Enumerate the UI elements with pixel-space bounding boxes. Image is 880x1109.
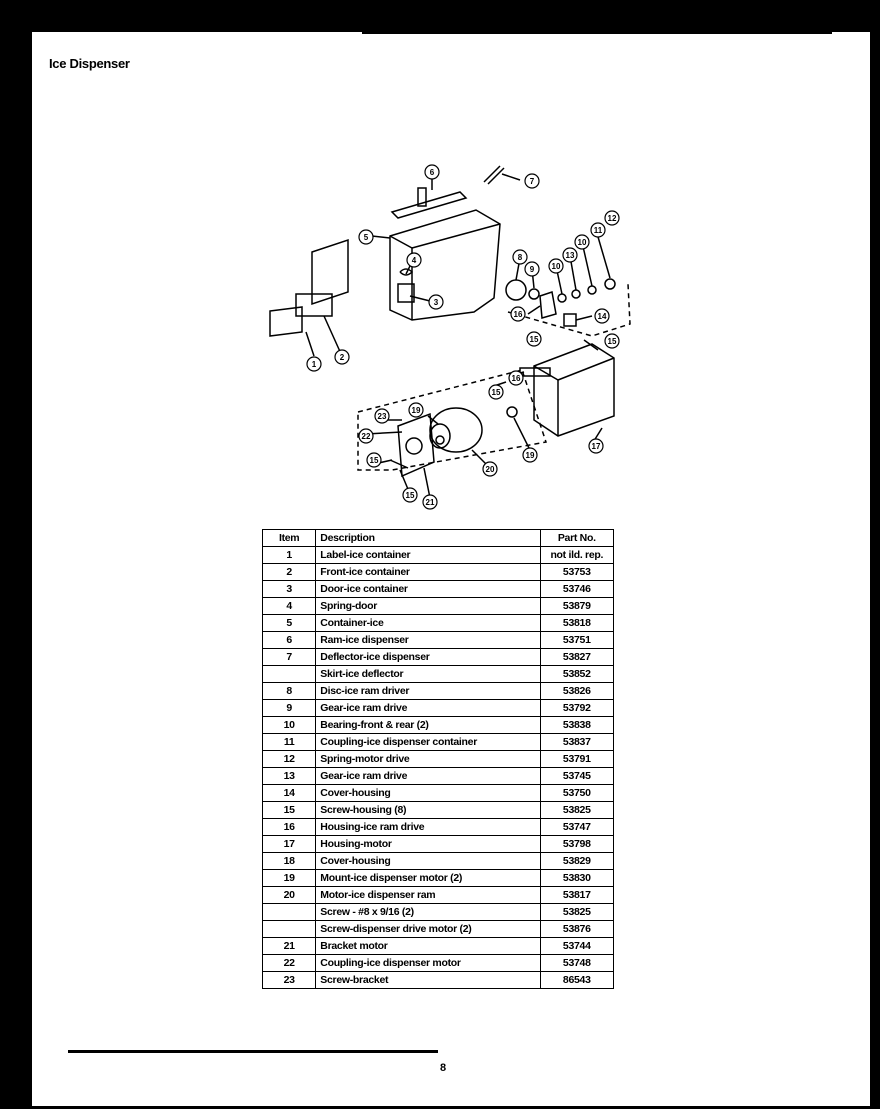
cell-description: Coupling-ice dispenser container [316,734,540,751]
svg-text:4: 4 [411,256,417,265]
svg-text:13: 13 [565,251,575,260]
cell-description: Bracket motor [316,938,540,955]
cell-description: Disc-ice ram driver [316,683,540,700]
cell-description: Screw-housing (8) [316,802,540,819]
table-row [263,598,614,615]
cell-item: 5 [263,615,316,632]
table-row [263,768,614,785]
table-row [263,887,614,904]
callout-20 [483,462,497,476]
cell-description: Label-ice container [316,547,540,564]
part-motor-ice-dispenser-ram [430,408,482,452]
cell-description: Motor-ice dispenser ram [316,887,540,904]
table-row [263,717,614,734]
part-housing-ice-ram-drive [540,292,556,318]
table-row [263,649,614,666]
table-row [263,547,614,564]
cell-description: Deflector-ice dispenser [316,649,540,666]
cell-item: 8 [263,683,316,700]
svg-text:15: 15 [529,335,539,344]
cell-description: Screw-bracket [316,972,540,989]
cell-description: Housing-ice ram drive [316,819,540,836]
cell-part-no: 53791 [540,751,613,768]
callout-4 [407,253,421,267]
svg-text:15: 15 [607,337,617,346]
table-row [263,751,614,768]
callout-12 [605,211,619,225]
callout-15c [489,385,503,399]
cell-item: 14 [263,785,316,802]
cell-part-no: 53746 [540,581,613,598]
cell-item [263,666,316,683]
cell-part-no: 53829 [540,853,613,870]
callout-13 [563,248,577,262]
cell-description: Front-ice container [316,564,540,581]
table-row [263,734,614,751]
table-row [263,785,614,802]
cell-item: 2 [263,564,316,581]
cell-item: 11 [263,734,316,751]
table-row [263,921,614,938]
cell-item: 6 [263,632,316,649]
table-row [263,615,614,632]
cell-description: Mount-ice dispenser motor (2) [316,870,540,887]
cell-part-no: not ild. rep. [540,547,613,564]
table-row [263,819,614,836]
page-title: Ice Dispenser [49,56,130,71]
svg-text:10: 10 [551,262,561,271]
callout-2 [335,350,349,364]
scan-smudge-top [362,32,832,34]
callout-14 [595,309,609,323]
table-header-row [263,530,614,547]
table-row [263,564,614,581]
callout-15b [605,334,619,348]
cell-item [263,904,316,921]
cell-description: Screw-dispenser drive motor (2) [316,921,540,938]
cell-part-no: 53852 [540,666,613,683]
table-row [263,938,614,955]
cell-part-no: 53750 [540,785,613,802]
callout-11 [591,223,605,237]
callout-15e [367,453,381,467]
cell-part-no: 53817 [540,887,613,904]
callout-8 [513,250,527,264]
callout-15d [403,488,417,502]
svg-text:15: 15 [405,491,415,500]
part-container-ice [390,210,500,320]
callout-10 [549,259,563,273]
cell-item: 3 [263,581,316,598]
svg-text:19: 19 [525,451,535,460]
cell-part-no: 53826 [540,683,613,700]
svg-text:19: 19 [411,406,421,415]
cell-part-no: 53838 [540,717,613,734]
table-row [263,870,614,887]
table-row [263,853,614,870]
cell-item: 13 [263,768,316,785]
cell-item: 12 [263,751,316,768]
cell-part-no: 53825 [540,904,613,921]
cell-part-no: 53879 [540,598,613,615]
cell-item: 17 [263,836,316,853]
callout-21 [423,495,437,509]
part-cover-housing [564,314,576,326]
cell-description: Door-ice container [316,581,540,598]
cell-part-no: 53744 [540,938,613,955]
header-description: Description [316,530,540,547]
cell-description: Spring-door [316,598,540,615]
callout-22 [359,429,373,443]
part-mount-motor [507,407,517,417]
table-row [263,581,614,598]
svg-text:7: 7 [529,177,535,186]
cell-part-no: 53830 [540,870,613,887]
callout-19b [409,403,423,417]
svg-text:12: 12 [607,214,617,223]
callout-10b [575,235,589,249]
table-row [263,632,614,649]
callout-9 [525,262,539,276]
callout-15 [527,332,541,346]
cell-part-no: 53753 [540,564,613,581]
svg-text:1: 1 [311,360,317,369]
callout-17 [589,439,603,453]
cell-part-no: 53837 [540,734,613,751]
parts-list-table [262,529,614,989]
table-row [263,904,614,921]
table-row [263,802,614,819]
callout-7 [525,174,539,188]
cell-item: 22 [263,955,316,972]
cell-part-no: 53751 [540,632,613,649]
cell-description: Cover-housing [316,853,540,870]
cell-item: 21 [263,938,316,955]
table-row [263,955,614,972]
cell-item: 7 [263,649,316,666]
exploded-parts-diagram [262,124,632,514]
cell-part-no: 53827 [540,649,613,666]
cell-item: 23 [263,972,316,989]
cell-part-no: 53798 [540,836,613,853]
cell-part-no: 53818 [540,615,613,632]
cell-item: 15 [263,802,316,819]
part-coupling [588,286,596,294]
cell-description: Screw - #8 x 9/16 (2) [316,904,540,921]
svg-text:15: 15 [491,388,501,397]
cell-item: 9 [263,700,316,717]
cell-description: Ram-ice dispenser [316,632,540,649]
table-row [263,700,614,717]
svg-text:23: 23 [377,412,387,421]
svg-text:16: 16 [513,310,523,319]
table-row [263,972,614,989]
part-spring-motor-drive [605,279,615,289]
svg-text:20: 20 [485,465,495,474]
cell-description: Cover-housing [316,785,540,802]
cell-part-no: 53876 [540,921,613,938]
callout-23 [375,409,389,423]
part-bearing [558,294,566,302]
parts-table-body [263,547,614,989]
cell-item [263,921,316,938]
cell-item: 16 [263,819,316,836]
table-row [263,836,614,853]
svg-text:5: 5 [363,233,369,242]
svg-text:14: 14 [597,312,607,321]
table-row [263,683,614,700]
table-row [263,666,614,683]
cell-part-no: 53748 [540,955,613,972]
svg-text:10: 10 [577,238,587,247]
svg-text:8: 8 [517,253,523,262]
cell-part-no: 86543 [540,972,613,989]
scan-smudge [68,1050,438,1053]
cell-description: Housing-motor [316,836,540,853]
svg-text:9: 9 [529,265,535,274]
callout-16 [511,307,525,321]
cell-item: 18 [263,853,316,870]
callout-1 [307,357,321,371]
svg-text:21: 21 [425,498,435,507]
header-item: Item [263,530,316,547]
callout-16b [509,371,523,385]
svg-text:17: 17 [591,442,601,451]
svg-text:3: 3 [433,298,439,307]
part-mount-motor-2 [436,436,444,444]
callout-3 [429,295,443,309]
cell-item: 20 [263,887,316,904]
cell-description: Bearing-front & rear (2) [316,717,540,734]
cell-item: 19 [263,870,316,887]
svg-text:6: 6 [429,168,435,177]
part-gear-ice-ram-drive [529,289,539,299]
part-ram-ice-dispenser [392,192,466,218]
cell-description: Gear-ice ram drive [316,700,540,717]
part-spring-door [400,269,412,275]
cell-part-no: 53747 [540,819,613,836]
cell-item: 1 [263,547,316,564]
cell-item: 10 [263,717,316,734]
header-part-no: Part No. [540,530,613,547]
part-disc-ice-ram-driver [506,280,526,300]
svg-text:2: 2 [339,353,345,362]
part-housing-motor [534,344,614,436]
svg-text:16: 16 [511,374,521,383]
part-gear-13 [572,290,580,298]
svg-text:11: 11 [593,226,603,235]
cell-item: 4 [263,598,316,615]
cell-description: Coupling-ice dispenser motor [316,955,540,972]
cell-description: Spring-motor drive [316,751,540,768]
cell-description: Skirt-ice deflector [316,666,540,683]
cell-part-no: 53825 [540,802,613,819]
part-label-ice-container [270,307,302,336]
cell-part-no: 53792 [540,700,613,717]
callout-5 [359,230,373,244]
callout-19 [523,448,537,462]
cell-description: Gear-ice ram drive [316,768,540,785]
callout-6 [425,165,439,179]
svg-text:22: 22 [361,432,371,441]
cell-description: Container-ice [316,615,540,632]
catalog-page [32,32,870,1106]
page-number: 8 [440,1062,447,1074]
svg-text:15: 15 [369,456,379,465]
cell-part-no: 53745 [540,768,613,785]
